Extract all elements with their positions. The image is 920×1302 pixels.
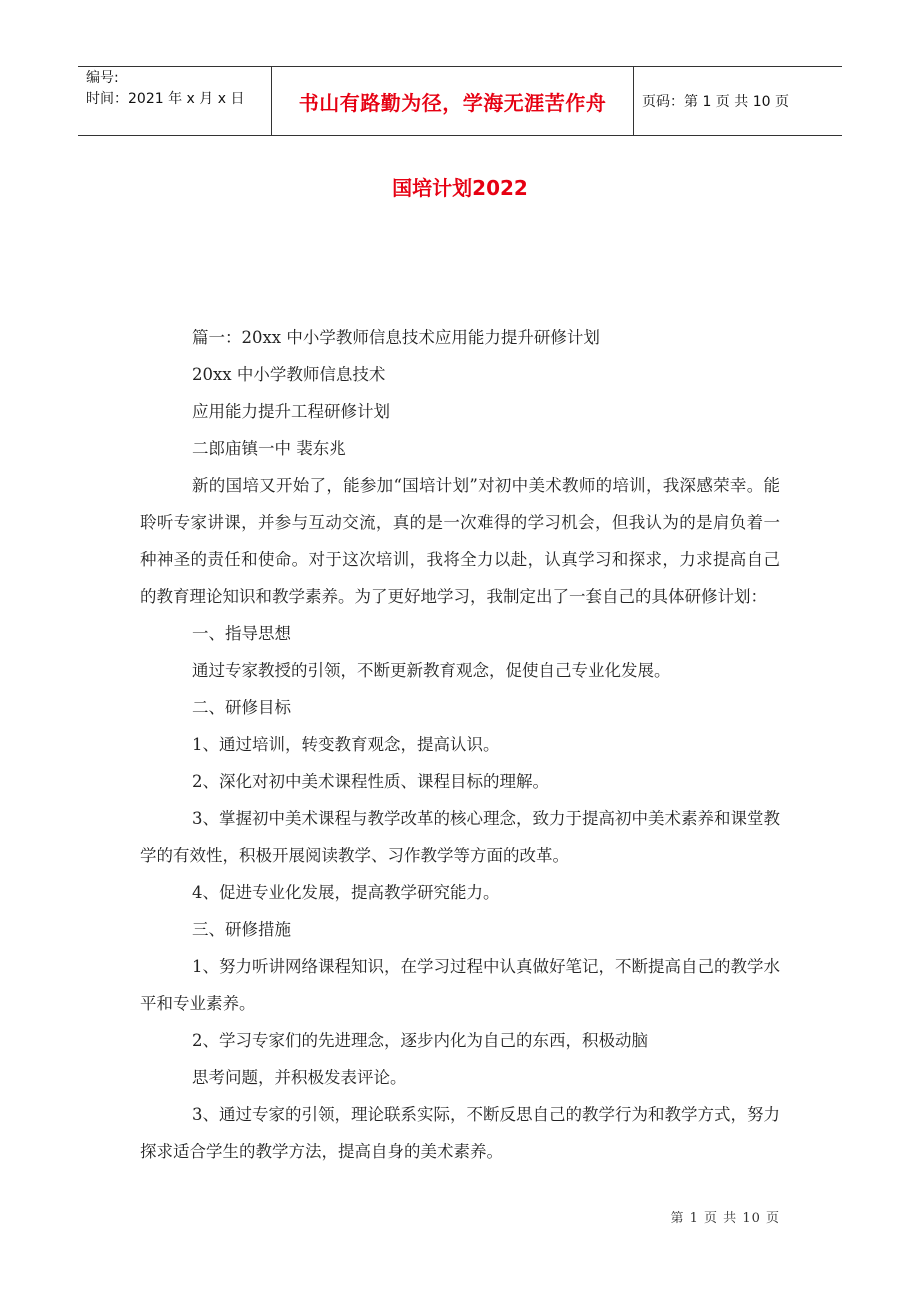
document-date: 时间：2021 年 x 月 x 日 xyxy=(86,91,245,107)
paragraph-guiding-thought: 通过专家教授的引领，不断更新教育观念，促使自己专业化发展。 xyxy=(192,661,671,680)
paragraph-author: 二郎庙镇一中 裴东兆 xyxy=(192,439,346,458)
document-title: 国培计划2022 xyxy=(392,176,528,200)
list-item-measure-2: 2、学习专家们的先进理念，逐步内化为自己的东西，积极动脑 xyxy=(192,1031,648,1050)
list-item-goal-4: 4、促进专业化发展，提高教学研究能力。 xyxy=(192,883,500,902)
paragraph-subtitle-line-2: 应用能力提升工程研修计划 xyxy=(192,402,390,421)
document-body xyxy=(140,319,780,1170)
section-heading-guiding-thought: 一、指导思想 xyxy=(192,624,291,643)
document-number-label: 编号: xyxy=(86,70,119,86)
list-item-goal-1: 1、通过培训，转变教育观念，提高认识。 xyxy=(192,735,500,754)
paragraph-subtitle-line-1: 20xx 中小学教师信息技术 xyxy=(192,365,386,384)
page-footer: 第 1 页 共 10 页 xyxy=(670,1211,780,1226)
list-item-measure-1: 1、努力听讲网络课程知识，在学习过程中认真做好笔记，不断提高自己的教学水平和专业素养。 xyxy=(140,957,780,1013)
header-meta-cell xyxy=(78,67,272,135)
header-motto: 书山有路勤为径，学海无涯苦作舟 xyxy=(272,67,634,135)
list-item-measure-2-continued: 思考问题，并积极发表评论。 xyxy=(192,1068,407,1087)
list-item-goal-3: 3、掌握初中美术课程与教学改革的核心理念，致力于提高初中美术素养和课堂教学的有效性，积极开展阅读教学、习作教学等方面的改革。 xyxy=(140,809,780,865)
list-item-goal-2: 2、深化对初中美术课程性质、课程目标的理解。 xyxy=(192,772,549,791)
header-page-info: 页码：第 1 页 共 10 页 xyxy=(642,94,789,110)
list-item-measure-3: 3、通过专家的引领，理论联系实际，不断反思自己的教学行为和教学方式，努力探求适合学生的教学方法，提高自身的美术素养。 xyxy=(140,1105,780,1161)
section-heading-measures: 三、研修措施 xyxy=(192,920,291,939)
paragraph-intro: 新的国培又开始了，能参加“国培计划”对初中美术教师的培训，我深感荣幸。能聆听专家讲课，并参与互动交流，真的是一次难得的学习机会，但我认为的是肩负着一种神圣的责任和使命。对于这次培训，我将全力以赴，认真学习和探求，力求提高自己的教育理论知识和教学素养。为了更好地学习，我制定出了一套自己的具体研修计划： xyxy=(140,476,780,606)
document-header xyxy=(78,66,842,136)
paragraph-chapter-heading: 篇一：20xx 中小学教师信息技术应用能力提升研修计划 xyxy=(192,328,600,347)
section-heading-goals: 二、研修目标 xyxy=(192,698,291,717)
